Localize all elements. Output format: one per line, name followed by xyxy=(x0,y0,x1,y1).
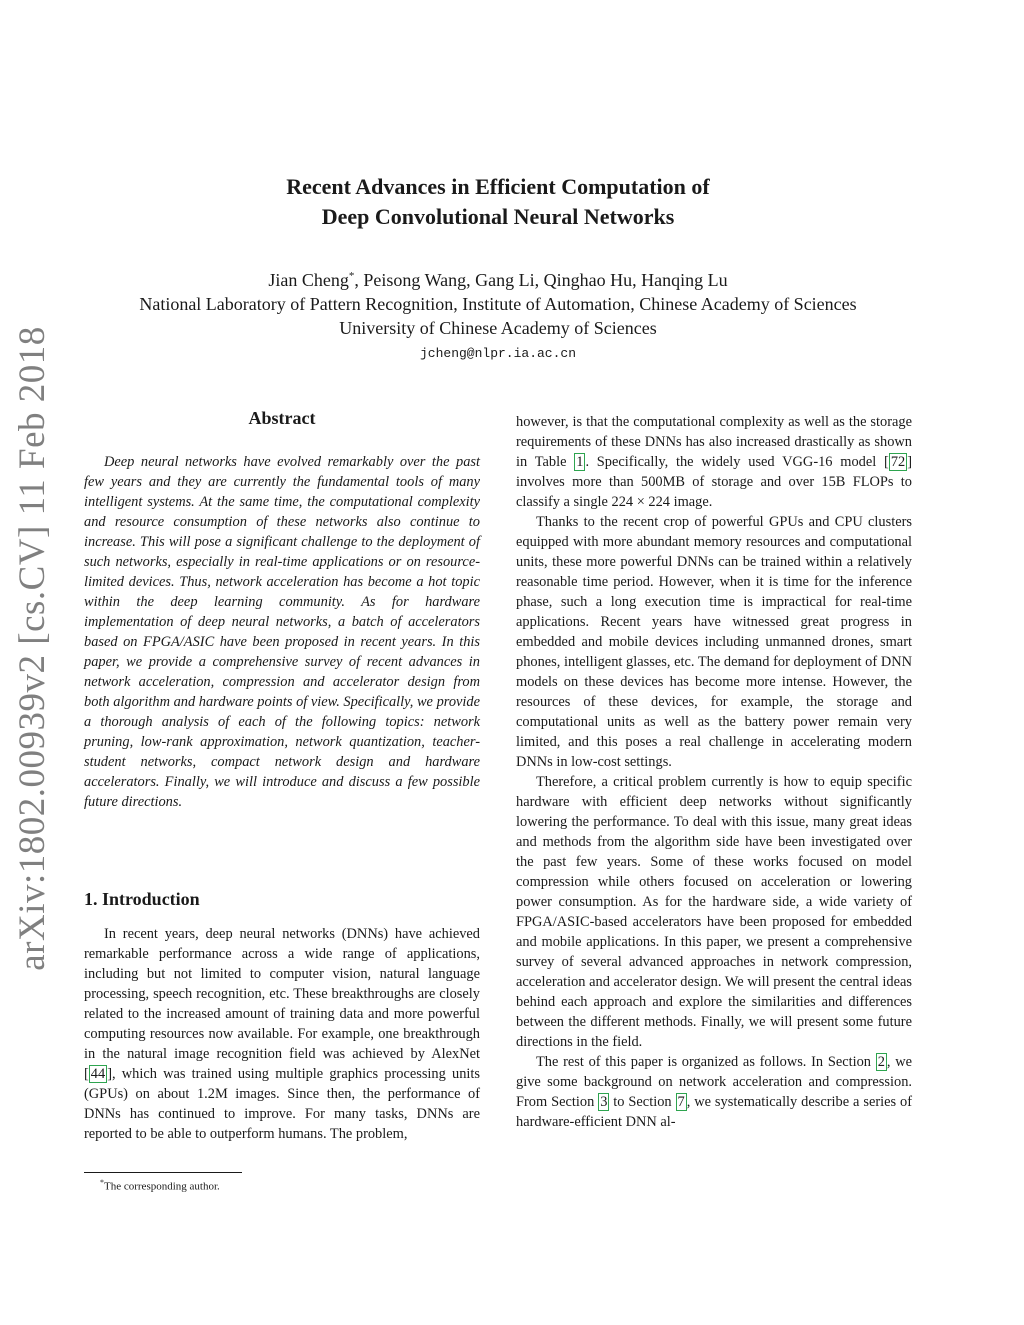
author-first: Jian Cheng xyxy=(268,270,349,290)
right-text-3d: , we systematically describe a series of hardware-efficient DNN al- xyxy=(516,1094,913,1130)
affiliation: National Laboratory of Pattern Recognition, Institute of Automation, Chinese Academy of Sciences xyxy=(139,294,857,314)
right-paragraph-2: Therefore, a critical problem currently is how to equip specific hardware with efficient deep networks without significantly lowering the performance. To deal with this issue, many great ideas and methods from the algorithm side have been investigated over the past few years. Some of these works focused on model compression while others focused on acceleration or lowering power consumption. As for the hardware side, a wide variety of FPGA/ASIC-based accelerators have been proposed for embedded and mobile applications. In this paper, we present a comprehensive survey of several advanced approaches in network compression, acceleration and accelerator design. We will present the central ideas behind each approach and explore the similarities and differences between the different methods. Finally, we will present some future directions in the field. xyxy=(516,774,912,1050)
author-email: jcheng@nlpr.ia.ac.cn xyxy=(419,346,577,361)
paper-title xyxy=(150,172,846,232)
introduction-body xyxy=(84,924,480,1144)
right-text-3c: to Section xyxy=(609,1094,676,1110)
arxiv-stamp xyxy=(2,325,62,971)
right-text-0b: . Specifically, the widely used VGG-16 model [ xyxy=(585,454,889,470)
abstract-text: Deep neural networks have evolved remarkably over the past few years and they are currently the fundamental tools of many intelligent systems. At the same time, the computational complexity and resource consumption of these networks also continue to increase. This will pose a significant challenge to the deployment of such networks, especially in real-time applications or on resource-limited devices. Thus, network acceleration has become a hot topic within the deep learning community. As for hardware implementation of deep neural networks, a batch of accelerators based on FPGA/ASIC have been proposed in recent years. In this paper, we provide a comprehensive survey of recent advances in network acceleration, compression and accelerator design from both algorithm and hardware points of view. Specifically, we provide a thorough analysis of each of the following topics: network pruning, low-rank approximation, network quantization, teacher-student networks, compact network design and hardware accelerators. Finally, we will introduce and discuss a few possible future directions. xyxy=(84,454,480,810)
intro-text-a: In recent years, deep neural networks (DNNs) have achieved remarkable performance across a wide range of applications, including but not limited to computer vision, natural language processing, speech recognition, etc. These breakthroughs are closely related to the increased amount of training data and more powerful computing resources now available. For example, one breakthrough in the natural image recognition field was achieved by AlexNet [ xyxy=(84,926,480,1082)
section-link-3[interactable]: 3 xyxy=(600,1094,608,1110)
right-text-3a: The rest of this paper is organized as follows. In Section xyxy=(536,1054,876,1070)
author-star: * xyxy=(348,270,355,282)
citation-link-44[interactable]: 44 xyxy=(90,1066,106,1082)
right-text-3b: , we give some background on network acceleration and compression. From Section xyxy=(516,1054,912,1110)
citation-link-72[interactable]: 72 xyxy=(890,454,906,470)
intro-text-b: ], which was trained using multiple graphics processing units (GPUs) on about 1.2M images. Since then, the performance of DNNs has continued to improve. For many tasks, DNNs are reported to be able to outperform humans. The problem, xyxy=(84,1066,480,1142)
intro-paragraph-1 xyxy=(84,924,480,1144)
arxiv-stamp-text: arXiv:1802.00939v2 [cs.CV] 11 Feb 2018 xyxy=(11,325,53,971)
table-link-1[interactable]: 1 xyxy=(576,454,584,470)
right-paragraph-3 xyxy=(516,1052,912,1132)
abstract-heading: Abstract xyxy=(248,408,316,428)
section-link-2[interactable]: 2 xyxy=(877,1054,885,1070)
author-rest: , Peisong Wang, Gang Li, Qinghao Hu, Hanqing Lu xyxy=(354,270,728,290)
right-text-0a: however, is that the computational complexity as well as the storage requirements of these DNNs has also increased drastically as shown in Table xyxy=(516,414,912,470)
right-paragraph-1: Thanks to the recent crop of powerful GPUs and CPU clusters equipped with more abundant memory resources and computational units, these more powerful DNNs can be trained within a relatively reasonable time period. However, when it is time for the inference phase, such a long execution time is impractical for real-time applications. Recent years have witnessed great progress in embedded and mobile devices including unmanned drones, smart phones, intelligent glasses, etc. The demand for deployment of DNN models on these devices has become more intense. However, the resources of these devices, for example, the storage and computational units as well as the battery power remain very limited, and this poses a real challenge in accelerating modern DNNs in low-cost settings. xyxy=(516,514,912,770)
abstract-body xyxy=(84,452,480,812)
right-paragraph-0 xyxy=(516,412,912,512)
title-line-1: Recent Advances in Efficient Computation of xyxy=(286,174,710,199)
title-line-2: Deep Convolutional Neural Networks xyxy=(321,204,675,229)
introduction-heading: 1. Introduction xyxy=(84,889,200,909)
right-column xyxy=(516,412,912,1132)
right-text-0c: ] involves more than 500MB of storage and over 15B FLOPs to classify a single 224 × 224 image. xyxy=(516,454,912,510)
footnote-rule xyxy=(84,1172,242,1173)
university: University of Chinese Academy of Sciences xyxy=(339,318,657,338)
section-link-7[interactable]: 7 xyxy=(677,1094,685,1110)
footnote-mark: * xyxy=(100,1178,104,1187)
footnote-text: The corresponding author. xyxy=(104,1180,220,1193)
author-list xyxy=(60,270,936,291)
footnote xyxy=(100,1178,220,1193)
